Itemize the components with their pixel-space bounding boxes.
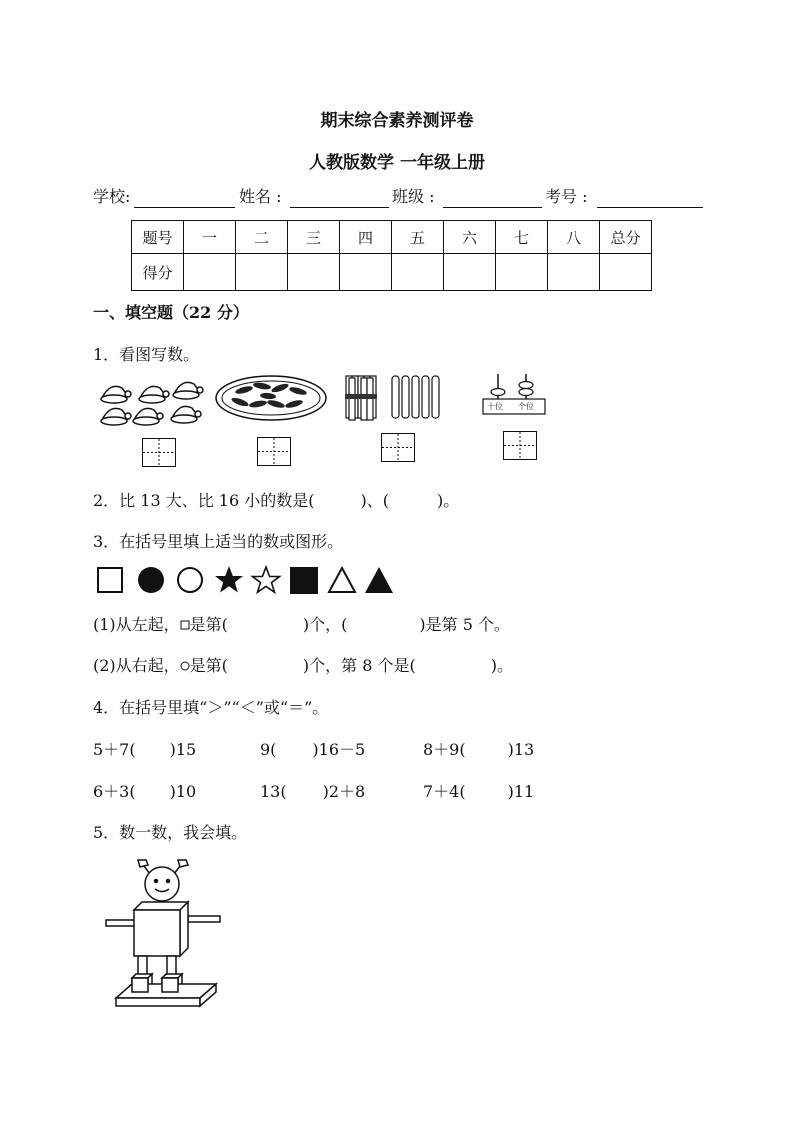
score-table-cell: 三 <box>288 221 340 254</box>
score-input-cell[interactable] <box>288 254 340 291</box>
abacus-ones-label: 个位 <box>518 402 534 411</box>
question-3-2-text: (2)从右起， <box>93 656 180 675</box>
question-1: 1．看图写数。 <box>93 345 200 364</box>
score-input-cell[interactable] <box>236 254 288 291</box>
question-2 <box>93 488 459 511</box>
question-3-2-text: 是第( <box>189 656 228 675</box>
fish-plate-illustration <box>214 374 328 422</box>
compare-item <box>423 737 534 760</box>
triangle-filled-shape <box>365 567 393 593</box>
compare-left: 9( <box>260 740 277 759</box>
question-3-2 <box>93 653 513 676</box>
compare-left: 8＋9( <box>423 740 466 759</box>
question-2-text: )。 <box>437 491 460 510</box>
star-filled-shape <box>215 566 243 593</box>
compare-right: )10 <box>169 782 197 801</box>
score-table-cell: 题号 <box>132 221 184 254</box>
question-2-text: 2．比 13 大、比 16 小的数是( <box>93 491 315 510</box>
question-3: 3．在括号里填上适当的数或图形。 <box>93 532 344 551</box>
score-table-cell: 一 <box>184 221 236 254</box>
answer-box[interactable] <box>381 433 415 462</box>
small-square-icon <box>180 620 190 630</box>
compare-left: 5＋7( <box>93 740 136 759</box>
answer-box[interactable] <box>142 438 176 467</box>
exam-no-label: 考号 : <box>545 187 588 206</box>
score-table-cell: 六 <box>444 221 496 254</box>
score-input-cell[interactable] <box>496 254 548 291</box>
class-label: 班级 : <box>392 187 435 206</box>
score-input-cell[interactable] <box>392 254 444 291</box>
score-table-score-row <box>132 254 652 291</box>
compare-left: 7＋4( <box>423 782 466 801</box>
compare-right: )13 <box>507 740 535 759</box>
abacus-illustration <box>482 372 546 420</box>
compare-item <box>260 737 365 760</box>
circle-outline-shape <box>178 568 202 592</box>
star-outline-shape <box>253 567 280 592</box>
score-table-cell: 八 <box>548 221 600 254</box>
abacus-tens-label: 十位 <box>487 402 503 411</box>
exam-no-field[interactable] <box>597 207 703 208</box>
page-title: 期末综合素养测评卷 <box>320 111 474 131</box>
score-table-cell: 总分 <box>600 221 652 254</box>
score-table-cell: 五 <box>392 221 444 254</box>
circle-filled-shape <box>138 567 164 593</box>
question-3-1-text: )个，( <box>302 615 348 634</box>
class-field[interactable] <box>443 207 542 208</box>
compare-left: 13( <box>260 782 287 801</box>
score-input-cell[interactable] <box>600 254 652 291</box>
question-3-1-text: )是第 5 个。 <box>419 615 511 634</box>
santa-hats-illustration <box>98 376 208 428</box>
compare-right: )16－5 <box>312 740 366 759</box>
score-table <box>131 220 652 291</box>
name-label: 姓名 : <box>239 187 282 206</box>
score-input-cell[interactable] <box>340 254 392 291</box>
school-label: 学校: <box>93 187 131 206</box>
question-3-1 <box>93 612 510 635</box>
score-table-cell: 二 <box>236 221 288 254</box>
question-3-2-text: )个，第 8 个是( <box>302 656 416 675</box>
question-3-1-text: 是第( <box>189 615 228 634</box>
score-table-cell: 七 <box>496 221 548 254</box>
question-3-1-text: (1)从左起， <box>93 615 180 634</box>
square-outline-shape <box>98 568 122 592</box>
section-heading: 一、填空题（22 分） <box>93 303 249 322</box>
question-3-2-text: )。 <box>490 656 514 675</box>
name-field[interactable] <box>290 207 389 208</box>
compare-right: )15 <box>169 740 197 759</box>
compare-item <box>93 737 196 760</box>
question-5: 5．数一数，我会填。 <box>93 823 248 842</box>
question-2-text: )、( <box>360 491 389 510</box>
square-filled-shape <box>290 567 318 594</box>
triangle-outline-shape <box>329 568 355 592</box>
score-input-cell[interactable] <box>444 254 496 291</box>
answer-box[interactable] <box>257 437 291 466</box>
shapes-sequence <box>96 565 396 595</box>
score-table-header-row <box>132 221 652 254</box>
compare-item <box>423 779 534 802</box>
small-circle-icon <box>180 661 190 671</box>
robot-illustration <box>104 856 224 1011</box>
compare-right: )11 <box>507 782 535 801</box>
compare-right: )2＋8 <box>322 782 366 801</box>
page-subtitle: 人教版数学 一年级上册 <box>309 153 485 173</box>
score-row-label: 得分 <box>132 254 184 291</box>
compare-item <box>93 779 196 802</box>
counting-sticks-illustration <box>344 374 444 422</box>
score-input-cell[interactable] <box>184 254 236 291</box>
score-input-cell[interactable] <box>548 254 600 291</box>
answer-box[interactable] <box>503 431 537 460</box>
compare-left: 6＋3( <box>93 782 136 801</box>
school-field[interactable] <box>134 207 235 208</box>
question-4: 4．在括号里填“＞”“＜”或“＝”。 <box>93 698 329 717</box>
compare-item <box>260 779 365 802</box>
score-table-cell: 四 <box>340 221 392 254</box>
